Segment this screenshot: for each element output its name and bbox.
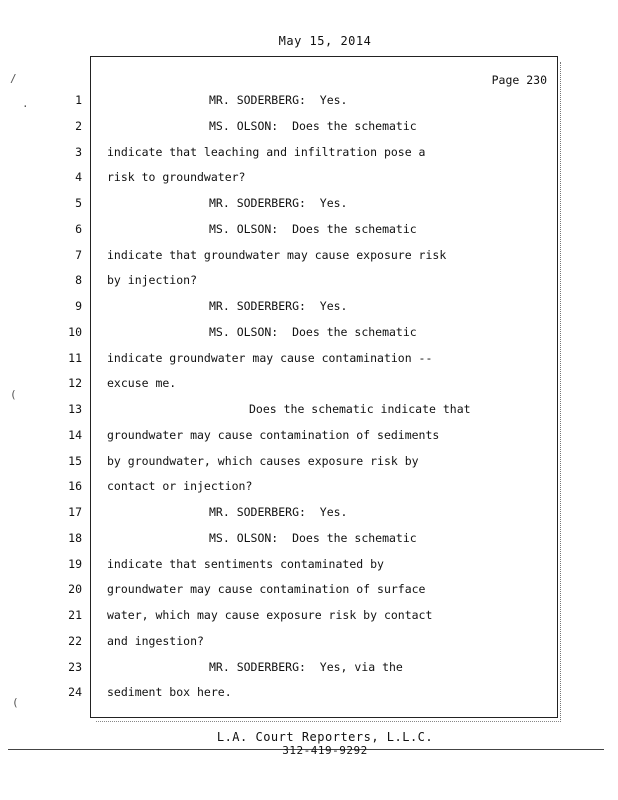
- line-text: MR. SODERBERG: Yes.: [209, 505, 348, 519]
- line-number: 12: [68, 376, 82, 391]
- line-number: 16: [68, 479, 82, 494]
- box-shadow-bottom: [96, 719, 559, 722]
- footer-company: L.A. Court Reporters, L.L.C.: [216, 730, 434, 744]
- line-number: 24: [68, 685, 82, 700]
- scan-speck: ∕: [10, 72, 17, 85]
- line-number: 9: [75, 299, 82, 313]
- footer-phone: 312-419-9292: [282, 744, 368, 757]
- line-number: 5: [75, 196, 82, 210]
- line-number: 19: [68, 556, 82, 571]
- line-number: 23: [68, 659, 82, 674]
- line-text: MR. SODERBERG: Yes.: [209, 196, 348, 210]
- line-number: 15: [68, 453, 82, 468]
- line-text: MS. OLSON: Does the schematic: [209, 221, 417, 236]
- line-number: 18: [68, 530, 82, 545]
- line-text: Does the schematic indicate that: [249, 402, 471, 416]
- line-text: indicate groundwater may cause contamination --: [107, 350, 433, 365]
- line-text: MS. OLSON: Does the schematic: [209, 324, 417, 339]
- line-number: 13: [68, 402, 82, 416]
- line-number: 8: [75, 273, 82, 288]
- line-number: 2: [75, 118, 82, 133]
- line-number: 14: [68, 427, 82, 442]
- line-number: 22: [68, 633, 82, 648]
- scan-speck: (: [12, 696, 19, 709]
- line-text: contact or injection?: [107, 479, 253, 494]
- line-text: and ingestion?: [107, 633, 204, 648]
- line-text: MR. SODERBERG: Yes, via the: [209, 659, 403, 674]
- line-text: groundwater may cause contamination of surface: [107, 582, 426, 597]
- page-number: Page 230: [491, 73, 547, 87]
- line-number: 20: [68, 582, 82, 597]
- line-text: indicate that sentiments contaminated by: [107, 556, 384, 571]
- line-text: water, which may cause exposure risk by contact: [107, 608, 433, 622]
- line-number: 3: [75, 144, 82, 159]
- line-text: indicate that groundwater may cause exposure risk: [107, 247, 447, 262]
- line-text: MS. OLSON: Does the schematic: [209, 530, 417, 545]
- line-number: 11: [68, 350, 82, 365]
- line-text: MR. SODERBERG: Yes.: [209, 93, 348, 107]
- scan-speck: ⋅: [22, 100, 29, 113]
- line-text: indicate that leaching and infiltration pose a: [107, 144, 426, 159]
- scan-speck: (: [10, 388, 17, 401]
- line-text: groundwater may cause contamination of sediments: [107, 427, 440, 442]
- line-number: 1: [75, 93, 82, 107]
- line-text: sediment box here.: [107, 685, 232, 700]
- line-number: 4: [75, 170, 82, 185]
- line-number: 21: [68, 608, 82, 622]
- line-number: 6: [75, 221, 82, 236]
- line-text: by groundwater, which causes exposure risk by: [107, 453, 419, 468]
- line-text: by injection?: [107, 273, 198, 288]
- header-date: May 15, 2014: [278, 34, 372, 48]
- line-text: MR. SODERBERG: Yes.: [209, 299, 348, 313]
- box-shadow-right: [557, 62, 561, 722]
- line-text: MS. OLSON: Does the schematic: [209, 118, 417, 133]
- line-number: 10: [68, 324, 82, 339]
- line-number: 7: [75, 247, 82, 262]
- line-text: risk to groundwater?: [107, 170, 246, 185]
- line-text: excuse me.: [107, 376, 177, 391]
- line-number: 17: [68, 505, 82, 519]
